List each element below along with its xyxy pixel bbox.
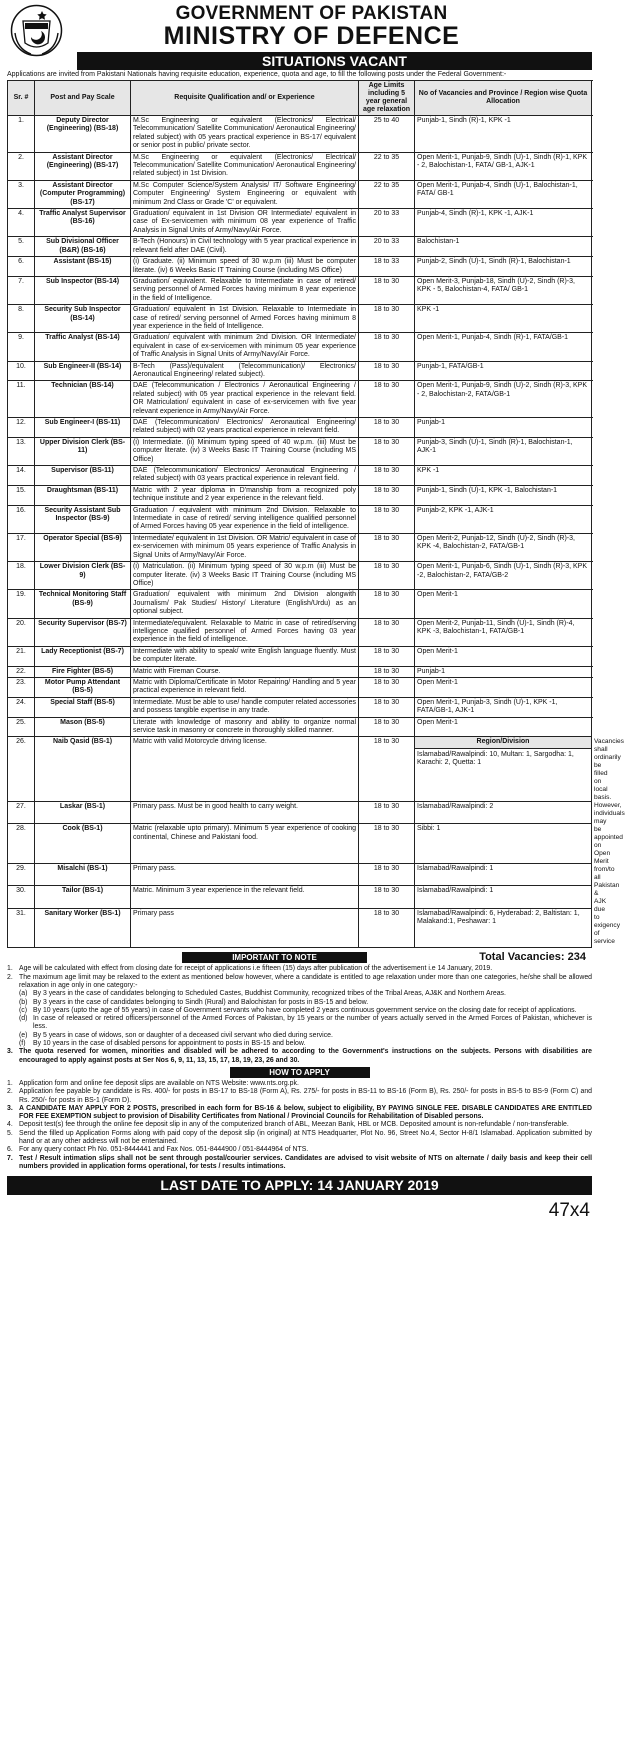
region-quota: Islamabad/Rawalpindi: 1 [417,864,494,872]
row-sr: 13. [8,437,35,465]
apply-number: 6. [7,1146,13,1154]
apply-item [7,1121,592,1129]
note-1: 1. Age will be calculated with effect from closing date for receipt of applications i.e fifteen (15) days after publication of the advertisement i.e 14 January, 2019. [7,965,493,973]
table-body [8,116,625,948]
row-post: Cook (BS-1) [35,824,131,863]
row-qualification: Graduation/ equivalent. Relaxable to Intermediate in case of retired/ serving personnel of Armed Forces having minimum 8 year experience in the field of Intelligence. [131,276,359,304]
row-age: 20 to 33 [359,209,415,237]
row-vacancies: Open Merit-1 [415,590,592,618]
subitem-text: By 10 years in the case of disabled persons for appointment to posts in BS-15 and below. [33,1040,306,1048]
row-qualification: Intermediate/equivalent. Relaxable to Matric in case of retired/serving intelligence qualified personnel of Armed Forces having 03 year experience in the field of intelligence. [131,618,359,646]
row-qualification: Intermediate. Must be able to use/ handle computer related accessories and possess tangible expertise in any trade. [131,697,359,717]
row-age: 18 to 30 [359,677,415,697]
table-row [8,505,592,533]
row-post: Traffic Analyst (BS-14) [35,333,131,361]
region-quota: Islamabad/Rawalpindi: 1 [417,887,494,895]
apply-number: 1. [7,1079,13,1087]
row-sr: 3. [8,180,35,208]
row-vacancies: Balochistan-1 [415,237,592,257]
table-row [8,257,592,277]
how-to-apply-banner: HOW TO APPLY [230,1067,370,1078]
row-sr: 12. [8,418,35,438]
table-row [8,863,592,886]
row-vacancies: Open Merit-1, Punjab-4, Sindh (U)-1, Balochistan-1, FATA/ GB-1 [415,180,592,208]
row-age: 18 to 30 [359,666,415,677]
apply-number: 7. [7,1154,13,1162]
row-age: 18 to 30 [359,618,415,646]
row-post: Supervisor (BS-11) [35,466,131,486]
subitem-text: By 5 years in case of widows, son or daughter of a deceased civil servant who died during service. [33,1031,333,1039]
row-vacancies: Open Merit-1, Punjab-6, Sindh (U)-1, Sindh (R)-3, KPK -2, Balochistan-2, FATA/GB-2 [415,562,592,590]
apply-item [7,1105,592,1122]
table-row [8,152,592,180]
row-qualification: DAE (Telecommunication / Electronics / Aeronautical Engineering / related subject) with 05 year practical experience in the relevant field. OR Matriculation/ equivalent in case of ex-servicemen with five year relevant experience in Army/Navy/Air Force. [131,381,359,418]
apply-item [7,1088,592,1105]
apply-item [7,1146,592,1154]
header-age: Age Limits including 5 year general age relaxation [359,81,415,116]
table-row [8,437,592,465]
row-age: 18 to 30 [359,697,415,717]
row-post: Tailor (BS-1) [35,886,131,909]
row-sr: 14. [8,466,35,486]
row-qualification: Graduation/ equivalent with minimum 2nd Division. OR Intermediate/ equivalent in case of ex-servicemen with minimum 05 year experience of Traffic Analysis in Signal Units of Army/Navy/Air Force. [131,333,359,361]
table-row [8,485,592,505]
table-row [8,237,592,257]
header-sr: Sr. # [8,81,35,116]
region-division-header: Region/Division [415,737,591,748]
table-row [8,590,592,618]
row-age: 25 to 40 [359,116,415,153]
subitem-label: (b) [19,998,28,1006]
government-title: GOVERNMENT OF PAKISTAN [175,3,448,24]
row-age: 18 to 30 [359,305,415,333]
header-qualification: Requisite Qualification and/ or Experience [131,81,359,116]
apply-number: 3. [7,1104,13,1112]
row-age: 22 to 35 [359,180,415,208]
row-vacancies: Punjab-4, Sindh (R)-1, KPK -1, AJK-1 [415,209,592,237]
row-qualification: Matric. Minimum 3 year experience in the relevant field. [131,886,359,909]
row-qualification: B-Tech (Honours) in Civil technology with 5 year practical experience in relevant field after DAE (Civil). [131,237,359,257]
note-2-subitem [7,1040,592,1048]
table-row [8,209,592,237]
row-post: Assistant (BS-15) [35,257,131,277]
subitem-label: (a) [19,990,28,998]
total-vacancies: Total Vacancies: 234 [479,951,586,964]
row-post: Security Sub Inspector (BS-14) [35,305,131,333]
row-sr: 6. [8,257,35,277]
row-sr: 22. [8,666,35,677]
table-row [8,333,592,361]
row-post: Assistant Director (Engineering) (BS-17) [35,152,131,180]
row-qualification: Primary pass. [131,863,359,886]
intro-text: Applications are invited from Pakistani Nationals having requisite education, experience, quota and age, to fill the following posts under the Federal Government:- [7,71,507,78]
apply-item [7,1155,592,1172]
row-sr: 30. [8,886,35,909]
apply-text: Test / Result intimation slips shall not be sent through postal/courier services. Candidates are advised to visit website of NTS on alternate / daily basis and keep their cell numbers provided in application forms operational, for tests / results intimations. [19,1154,592,1170]
region-quota: Islamabad/Rawalpindi: 10, Multan: 1, Sargodha: 1, Karachi: 2, Quetta: 1 [417,750,574,767]
row-post: Traffic Analyst Supervisor (BS-16) [35,209,131,237]
row-qualification: M.Sc Computer Science/System Analysis/ IT/ Software Engineering/ Computer Engineering/ System Engineering or equivalent with minimum 2nd Class or Grade 'C' or equivalent. [131,180,359,208]
row-post: Technician (BS-14) [35,381,131,418]
row-post: Naib Qasid (BS-1) [35,737,131,801]
row-vacancies: KPK -1 [415,305,592,333]
table-row [8,361,592,381]
row-post: Special Staff (BS-5) [35,697,131,717]
row-qualification: Primary pass. Must be in good health to carry weight. [131,801,359,824]
row-post: Sub Inspector (BS-14) [35,276,131,304]
subitem-text: In case of released or retired officers/personnel of the Armed Forces of Pakistan, by 15 years or the number of years actually served in the Armed Forces of Pakistan, whichever is less. [33,1015,592,1031]
table-row [8,276,592,304]
row-vacancies-region [415,908,592,947]
vacancies-table [7,80,625,948]
region-quota: Islamabad/Rawalpindi: 6, Hyderabad: 2, Baltistan: 1, Malakand:1, Peshawar: 1 [417,909,580,926]
row-post: Misalchi (BS-1) [35,863,131,886]
row-post: Fire Fighter (BS-5) [35,666,131,677]
row-qualification: Literate with knowledge of masonry and ability to organize normal service task in masonry or concrete in thoroughly skilled manner. [131,717,359,737]
row-vacancies: Punjab-3, Sindh (U)-1, Sindh (R)-1, Balochistan-1, AJK-1 [415,437,592,465]
row-post: Assistant Director (Computer Programming) (BS-17) [35,180,131,208]
row-age: 18 to 30 [359,485,415,505]
row-sr: 24. [8,697,35,717]
row-vacancies-region [415,824,592,863]
row-vacancies-region [415,801,592,824]
note-2-subitem [7,1015,592,1032]
note-2: 2. The maximum age limit may be relaxed to the extent as mentioned below however, where a candidate is entitled to age relaxation under more than one categories, he/she shall be allowed relaxation in age only in one category:- [7,973,592,989]
subitem-label: (e) [19,1031,28,1039]
row-age: 18 to 30 [359,361,415,381]
table-row: 26. Naib Qasid (BS-1) Matric with valid Motorcycle driving license. 18 to 30 Region/Division Islamabad/Rawalpindi: 10, Multan: 1, Sargodha: 1, Karachi: 2, Quetta: 1 Vacancies shall ordinarily be filled on local basis. However, individuals may be appointed on Open Merit from/to all Pakistan & AJK due to exigency of service [8,737,592,801]
row-vacancies: Open Merit-1, Punjab-4, Sindh (R)-1, FATA/GB-1 [415,333,592,361]
subitem-label: (f) [19,1040,26,1048]
apply-text: Deposit test(s) fee through the online fee deposit slip in any of the computerized branch of ABL, Meezan Bank, HBL or MCB. Deposited amount is non-refundable / non-transferable. [19,1121,569,1129]
row-sr: 25. [8,717,35,737]
header-post: Post and Pay Scale [35,81,131,116]
row-age: 18 to 33 [359,257,415,277]
row-vacancies: Punjab-1 [415,418,592,438]
row-post: Sub Engineer-I (BS-11) [35,418,131,438]
subitem-text: By 3 years in the case of candidates belonging to Sindh (Rural) and Balochistan for posts in BS-15 and below. [33,998,369,1006]
row-qualification: (i) Matriculation. (ii) Minimum typing speed of 30 w.p.m (iii) Must be computer literate. (iv) 3 Weeks Basic IT Training Course (including MS Office) [131,562,359,590]
row-sr: 28. [8,824,35,863]
region-quota: Sibbi: 1 [417,825,441,833]
apply-item [7,1130,592,1147]
apply-text: For any query contact Ph No. 051-8444441 and Fax Nos. 051-8444900 / 051-8444964 of NTS. [19,1146,309,1154]
row-qualification: DAE (Telecommunication/ Electronics/ Aeronautical Engineering/ related subject) with 02 years practical experience in relevant field. [131,418,359,438]
row-post: Laskar (BS-1) [35,801,131,824]
row-qualification: Matric with Fireman Course. [131,666,359,677]
row-sr: 31. [8,908,35,947]
row-vacancies: Punjab-2, Sindh (U)-1, Sindh (R)-1, Balochistan-1 [415,257,592,277]
row-sr: 21. [8,646,35,666]
apply-item [7,1080,592,1088]
row-qualification: Graduation/ equivalent with minimum 2nd Division alongwith Journalism/ Pak Studies/ History/ Literature (English/Urdu) as an optional subject. [131,590,359,618]
row-post: Lady Receptionist (BS-7) [35,646,131,666]
row-age: 18 to 30 [359,863,415,886]
table-row [8,618,592,646]
last-date-banner: LAST DATE TO APPLY: 14 JANUARY 2019 [7,1176,592,1195]
row-sr: 15. [8,485,35,505]
apply-number: 2. [7,1088,13,1096]
note-3: 3. The quota reserved for women, minorities and disabled will be adhered to according to the Government's instructions on the subjects. Persons with disabilities are encouraged to apply against posts at Ser Nos 6, 9, 11, 13, 15, 17, 18, 19, 23, 26 and 30. [7,1048,592,1064]
row-sr: 29. [8,863,35,886]
row-vacancies: Open Merit-3, Punjab-18, Sindh (U)-2, Sindh (R)-3, KPK - 5, Balochistan-4, FATA/ GB-1 [415,276,592,304]
row-vacancies-region [415,863,592,886]
table-row [8,305,592,333]
row-qualification: M.Sc Engineering or equivalent (Electronics/ Electrical/ Telecommunication/ Satellite Communication/ Aeronautical Engineering/ related subject) with 05 years practical experience in BS-17/ equivalent or senior post in public/ private sector. [131,116,359,153]
row-post: Lower Division Clerk (BS-9) [35,562,131,590]
row-age: 18 to 30 [359,505,415,533]
note-2-subitem [7,990,592,998]
row-post: Technical Monitoring Staff (BS-9) [35,590,131,618]
note-2-subitem [7,999,592,1007]
row-vacancies: Punjab-1, FATA/GB-1 [415,361,592,381]
apply-text: Send the filled up Application Forms along with paid copy of the deposit slip (in original) at NTS Headquarter, Plot No. 96, Street No.4, Sector H-8/1 Islamabad. Application submitted by hand or at any other address will not be entertained. [19,1129,592,1146]
row-sr: 19. [8,590,35,618]
region-quota: Islamabad/Rawalpindi: 2 [417,802,494,810]
row-sr: 20. [8,618,35,646]
state-emblem-icon [9,3,64,58]
table-row [8,381,592,418]
ad-code: 47x4 [548,1200,590,1222]
row-age: 18 to 30 [359,908,415,947]
table-header-row [8,81,592,116]
table-row [8,533,592,561]
notes [7,965,592,1171]
table-row [8,886,592,909]
row-qualification: Matric (relaxable upto primary). Minimum 5 year experience of cooking continental, Chinese and Pakistani food. [131,824,359,863]
table-row [8,646,592,666]
row-qualification: B-Tech (Pass)/equivalent (Telecommunication)/ Electronics/ Aeronautical Engineering/ related subject). [131,361,359,381]
row-vacancies: Open Merit-2, Punjab-12, Sindh (U)-2, Sindh (R)-3, KPK -4, Balochistan-2, FATA/GB-1 [415,533,592,561]
header [7,3,592,68]
row-qualification: Primary pass [131,908,359,947]
row-age: 18 to 30 [359,533,415,561]
row-sr: 5. [8,237,35,257]
table-row [8,666,592,677]
apply-number: 5. [7,1129,13,1137]
table-row [8,697,592,717]
table-row [8,466,592,486]
row-qualification: Matric with 2 year diploma in D'manship from a recognized poly technique institute and 2 year experience in the relevant field. [131,485,359,505]
row-post: Sub Divisional Officer (B&R) (BS-16) [35,237,131,257]
row-sr: 23. [8,677,35,697]
row-vacancies: Punjab-1, Sindh (U)-1, KPK -1, Balochistan-1 [415,485,592,505]
row-qualification: Matric with Diploma/Certificate in Motor Repairing/ Handling and 5 year practical experience in relevant field. [131,677,359,697]
row-age: 18 to 30 [359,333,415,361]
row-qualification: Intermediate/ equivalent in 1st Division. OR Matric/ equivalent in case of ex-servicemen with minimum 05 years experience of Traffic Analysis in Signal Units of Army/Navy/Air Force. [131,533,359,561]
apply-number: 4. [7,1121,13,1129]
row-age: 18 to 30 [359,646,415,666]
row-sr: 8. [8,305,35,333]
important-banner: IMPORTANT TO NOTE [182,952,367,963]
table-row [8,677,592,697]
row-sr: 10. [8,361,35,381]
table-row [8,908,592,947]
row-age: 18 to 30 [359,801,415,824]
row-qualification: Graduation/ equivalent in 1st Division OR Intermediate/ equivalent in case of Ex-servicemen with minimum 08 year experience of Traffic Analysis in Signal Units of Army/Navy/Air Force. [131,209,359,237]
row-age: 18 to 30 [359,886,415,909]
row-vacancies: Open Merit-1, Punjab-9, Sindh (U)-2, Sindh (R)-3, KPK - 2, Balochistan-2, FATA/GB-1 [415,381,592,418]
row-age: 18 to 30 [359,737,415,801]
row-vacancies: Punjab-1, Sindh (R)-1, KPK -1 [415,116,592,153]
row-vacancies-region [415,886,592,909]
row-qualification: Graduation / equivalent with minimum 2nd Division. Relaxable to Intermediate in case of retired/ serving intelligence qualified personnel of Armed Forces having 05 year experience in the field of intelligence. [131,505,359,533]
row-vacancies-region [415,737,592,801]
row-post: Motor Pump Attendant (BS-5) [35,677,131,697]
row-vacancies: Open Merit-1, Punjab-9, Sindh (U)-1, Sindh (R)-1, KPK - 2, Balochistan-1, FATA/ GB-1, AJK-1 [415,152,592,180]
row-vacancies: Open Merit-1 [415,717,592,737]
row-age: 18 to 30 [359,824,415,863]
row-post: Security Assistant Sub Inspector (BS-9) [35,505,131,533]
row-sr: 7. [8,276,35,304]
row-age: 18 to 30 [359,418,415,438]
table-row [8,717,592,737]
row-vacancies: Open Merit-1 [415,677,592,697]
row-sr: 1. [8,116,35,153]
subitem-label: (d) [19,1015,28,1023]
row-post: Sanitary Worker (BS-1) [35,908,131,947]
row-vacancies: Open Merit-1, Punjab-3, Sindh (U)-1, KPK -1, FATA/GB-1, AJK-1 [415,697,592,717]
row-vacancies: KPK -1 [415,466,592,486]
row-sr: 9. [8,333,35,361]
row-sr: 2. [8,152,35,180]
row-post: Draughtsman (BS-11) [35,485,131,505]
row-age: 18 to 30 [359,717,415,737]
row-age: 18 to 30 [359,466,415,486]
table-row [8,562,592,590]
row-sr: 26. [8,737,35,801]
table-row [8,180,592,208]
row-vacancies: Punjab-2, KPK -1, AJK-1 [415,505,592,533]
ministry-title: MINISTRY OF DEFENCE [163,22,460,50]
note-2-subitem [7,1032,592,1040]
row-age: 18 to 30 [359,276,415,304]
row-sr: 27. [8,801,35,824]
subitem-text: By 3 years in the case of candidates belonging to Scheduled Castes, Buddhist Community, recognized tribes of the Tribal Areas, AJ&K and Northern Areas. [33,990,506,998]
apply-text: Application form and online fee deposit slips are available on NTS Website: www.nts.org.pk. [19,1079,299,1087]
apply-text: A CANDIDATE MAY APPLY FOR 2 POSTS, prescribed in each form for BS-16 & below, subject to eligibility, BY PAYING SINGLE FEE. DISABLE CANDIDATES ARE ENTITLED FOR FEE EXEMPTION subject to provision of Disability Certificates from National / Provincial Councils for Rehabilitation of Disabled persons. [19,1104,592,1121]
table-row [8,824,592,863]
row-post: Mason (BS-5) [35,717,131,737]
apply-text: Application fee payable by candidate is Rs. 400/- for posts in BS-17 to BS-18 (Form A), Rs. 275/- for posts in BS-11 to BS-16 (Form B), Rs. 250/- for posts in BS-5 to BS-9 (Form C) and Rs. 250/- for posts in BS-1 (Form D). [19,1088,592,1104]
row-qualification: Matric with valid Motorcycle driving license. [131,737,359,801]
row-age: 22 to 35 [359,152,415,180]
header-vacancies: No of Vacancies and Province / Region wise Quota Allocation [415,81,592,116]
row-qualification: Graduation/ equivalent in 1st Division. Relaxable to Intermediate in case of retired/ serving personnel of Armed Forces having minimum 8 year experience in the field of Intelligence. [131,305,359,333]
row-age: 18 to 30 [359,437,415,465]
row-sr: 11. [8,381,35,418]
row-qualification: (i) Graduate. (ii) Minimum speed of 30 w.p.m (iii) Must be computer literate. (iv) 6 Weeks Basic IT Training Course (including MS Office) [131,257,359,277]
table-row [8,418,592,438]
row-sr: 17. [8,533,35,561]
row-post: Security Supervisor (BS-7) [35,618,131,646]
row-qualification: (i) Intermediate. (ii) Minimum typing speed of 40 w.p.m. (iii) Must be computer literate. (iv) 3 Weeks Basic IT Training Course (including MS Office) [131,437,359,465]
row-vacancies: Open Merit-2, Punjab-11, Sindh (U)-1, Sindh (R)-4, KPK -3, Balochistan-1, FATA/GB-1 [415,618,592,646]
row-qualification: M.Sc Engineering or equivalent (Electronics/ Electrical/ Telecommunication/ Satellite Communication/ Aeronautical Engineering/ related subject) in 1st Division. [131,152,359,180]
situations-vacant-banner: SITUATIONS VACANT [77,52,592,70]
important-row [7,950,592,964]
apply-list [7,1080,592,1171]
row-post: Deputy Director (Engineering) (BS-18) [35,116,131,153]
row-vacancies: Open Merit-1 [415,646,592,666]
row-sr: 4. [8,209,35,237]
row-age: 18 to 30 [359,381,415,418]
row-qualification: Intermediate with ability to speak/ write English language fluently. Must be computer literate. [131,646,359,666]
row-post: Sub Engineer-II (BS-14) [35,361,131,381]
note-2-subitems [7,990,592,1048]
row-vacancies: Punjab-1 [415,666,592,677]
subitem-label: (c) [19,1006,28,1014]
table-row [8,801,592,824]
row-post: Operator Special (BS-9) [35,533,131,561]
row-age: 18 to 30 [359,590,415,618]
note-2-subitem [7,1007,592,1015]
row-sr: 16. [8,505,35,533]
row-age: 18 to 30 [359,562,415,590]
table-row [8,116,592,153]
row-age: 20 to 33 [359,237,415,257]
row-post: Upper Division Clerk (BS-11) [35,437,131,465]
row-sr: 18. [8,562,35,590]
row-qualification: DAE (Telecommunication/ Electronics/ Aeronautical Engineering / related subject) with 03 years practical experience in relevant field. [131,466,359,486]
subitem-text: By 10 years (upto the age of 55 years) in case of Government servants who have completed 2 years continuous government service on the closing date for receipt of applications. [33,1006,577,1014]
